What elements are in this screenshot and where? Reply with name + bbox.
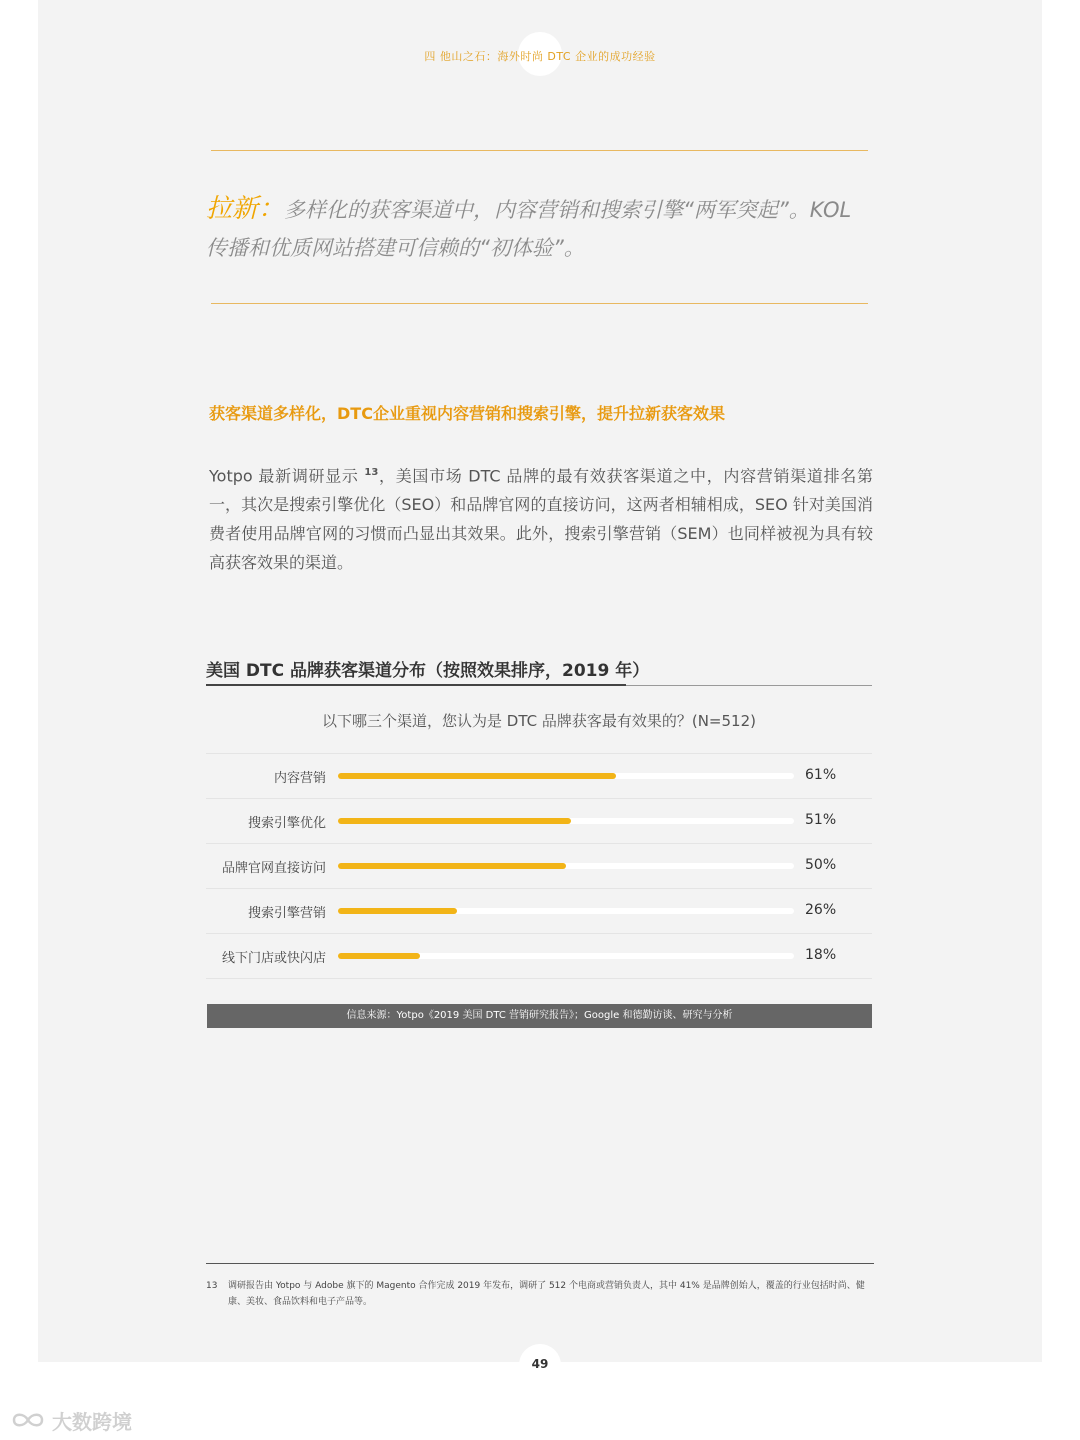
bar-track bbox=[338, 818, 794, 824]
running-header bbox=[0, 48, 1080, 64]
bar-value-label: 61% bbox=[805, 767, 837, 783]
bar-track bbox=[338, 773, 794, 779]
footnote-ref[interactable]: 13 bbox=[364, 467, 379, 478]
chart-row bbox=[206, 843, 872, 888]
bar-value-label: 18% bbox=[805, 947, 837, 963]
chart-row bbox=[206, 888, 872, 933]
bar-category-label: 品牌官网直接访问 bbox=[221, 861, 326, 876]
bar bbox=[338, 773, 616, 779]
bar-category-label: 内容营销 bbox=[273, 771, 326, 786]
chart-title-underline bbox=[206, 684, 626, 686]
bar-value-label: 26% bbox=[805, 902, 837, 918]
watermark bbox=[10, 1405, 132, 1435]
footnote-number: 13 bbox=[206, 1281, 218, 1291]
bar-track bbox=[338, 908, 794, 914]
footnote-rule bbox=[206, 1263, 874, 1264]
footnote bbox=[206, 1278, 874, 1310]
bar bbox=[338, 818, 571, 824]
chart-row bbox=[206, 933, 872, 979]
body-text-rest: ，美国市场 DTC 品牌的最有效获客渠道之中，内容营销渠道排名第一，其次是搜索引擎优化（SEO）和品牌官网的直接访问，这两者相辅相成，SEO 针对美国消费者使用品牌官网的习惯而凸显出其效果。此外，搜索引擎营销（SEM）也同样被视为具有较高获客效果的渠道。 bbox=[209, 466, 873, 573]
body-paragraph bbox=[209, 458, 873, 577]
chart-source: 信息来源：Yotpo《2019 美国 DTC 营销研究报告》；Google 和德勤访谈、研究与分析 bbox=[207, 1004, 872, 1028]
page-number: 49 bbox=[531, 1357, 549, 1371]
bar-track bbox=[338, 863, 794, 869]
bar-value-label: 50% bbox=[805, 857, 837, 873]
bar-value-label: 51% bbox=[805, 812, 837, 828]
bar bbox=[338, 908, 457, 914]
pull-quote-label: 拉新： bbox=[206, 194, 285, 224]
quote-bottom-rule bbox=[211, 303, 868, 304]
infinity-logo-icon bbox=[10, 1409, 46, 1431]
bar-category-label: 搜索引擎优化 bbox=[247, 816, 326, 831]
bar-track bbox=[338, 953, 794, 959]
pull-quote bbox=[206, 190, 876, 267]
chart-row bbox=[206, 753, 872, 798]
body-text-start: Yotpo 最新调研显示 bbox=[209, 466, 365, 486]
bar-category-label: 线下门店或快闪店 bbox=[221, 951, 326, 966]
quote-top-rule bbox=[211, 150, 868, 151]
chart-row bbox=[206, 798, 872, 843]
bar-chart bbox=[206, 753, 872, 979]
chart-title: 美国 DTC 品牌获客渠道分布（按照效果排序，2019 年） bbox=[206, 661, 650, 681]
pull-quote-text: 多样化的获客渠道中，内容营销和搜索引擎“两军突起”。KOL 传播和优质网站搭建可信赖的“初体验”。 bbox=[206, 198, 852, 260]
bar bbox=[338, 953, 420, 959]
watermark-text: 大数跨境 bbox=[52, 1409, 132, 1434]
section-heading: 获客渠道多样化，DTC企业重视内容营销和搜索引擎，提升拉新获客效果 bbox=[209, 404, 725, 423]
footnote-text: 调研报告由 Yotpo 与 Adobe 旗下的 Magento 合作完成 2019 年发布，调研了 512 个电商或营销负责人，其中 41% 是品牌创始人，覆盖的行业包括时尚、健康、美妆、食品饮料和电子产品等。 bbox=[228, 1281, 865, 1307]
running-header-text: 四 他山之石：海外时尚 DTC 企业的成功经验 bbox=[424, 50, 656, 63]
bar-category-label: 搜索引擎营销 bbox=[247, 906, 326, 921]
chart-subtitle: 以下哪三个渠道，您认为是 DTC 品牌获客最有效果的？(N=512) bbox=[322, 712, 756, 730]
bar bbox=[338, 863, 566, 869]
